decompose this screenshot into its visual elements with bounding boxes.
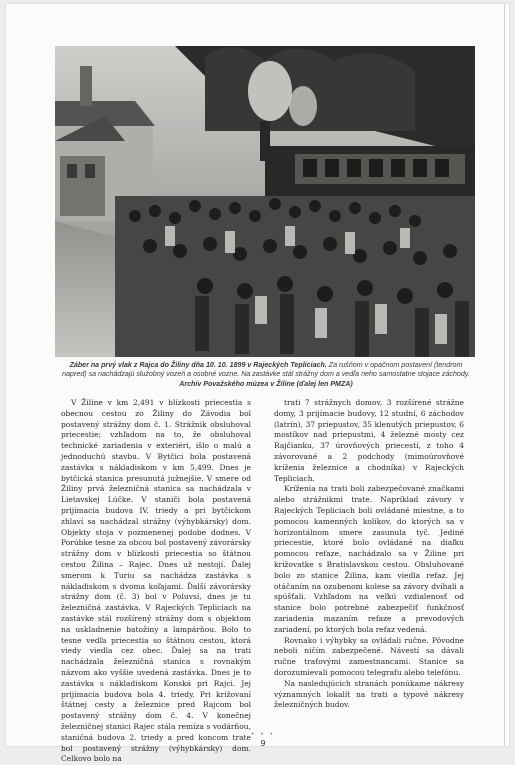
- paragraph: V Žiline v km 2,491 v blízkosti priecestia s obecnou cestou zo Žiliny do Závodia bol postavený strážny dom č. 1. Strážnik obsluhoval priecestie; vzhľadom na to, že obsluhoval technické zariadenia v exteriéri, išlo o malú a jednoduchú stavbu. V Bytčici bola postavená zastávka s nákladiskom v km 5,499. Dnes je bytčická stanica presunutá južnejšie. V smere od Žiliny prvá železničná stanica sa nachádzala v Lietavskej Lúčke. V staniči bola postavená prijímacia budova IV. triedy a pri bytčickom zhlaví sa nachádzal strážny (výhybkársky) dom. Objekty stoja v pozmenenej podobe dodnes. V Porúbke tesne za obcou bol postavený závorársky strážny dom v blízkosti priecestia so štátnou cestou Žilina – Rajec. Dnes už nestojí. Ďalej smerom k Turiu sa nachádza zastávka s nákladiskom s dvoma koľajami. Ďalší závorársky strážny dom (č. 3) bol v Poluvsí, dnes je tu železničná zastávka. V Rajeckých Tepliciach na zastávke stál rozšírený strážny dom s objektom na uskladnenie batožiny a lampárňou. Bolo to tesne vedľa priecestia so štátnou cestou, ktorá viedy viedla cez obec. Ďalej sa na trati nachádzala železničná stanica s rovnakým názvom ako vyššie uvedená zastávka. Dnes je to zastávka s nákladiskom Konská pri Rajci. Jej prijímacia budova bola 4. triedy. Pri križovaní štátnej cesty a železnice pred Rajcom bol postavený strážny dom č. 4. V konečnej železničnej stanici Rajec stála remíza s vodárňou, staničná budova 2. triedy a pred koncom trate bol postavený strážny (výhybkársky) dom. Celkovo bolo na: [61, 398, 251, 764]
- caption-lead: Záber na prvý vlak z Rajca do Žiliny dňa 10. 10. 1899 v Rajeckých Tepliciach.: [69, 361, 327, 369]
- ornament-dots: • • •: [250, 731, 276, 738]
- paragraph: Kríženia na trati boli zabezpečované značkami alebo strážnikmi trate. Napríklad závory v Rajeckých Tepliciach boli ovládané miestne, a to pomocou kamenných kolíkov, do ktorých sa v horizontálnom smere zasunula tyč. Jediné priecestie, ktoré bolo ovládané na diaľku pomocou refaze, nachádzalo sa v Žiline pri križovatke s Bratislavskou cestou. Obsluhované bolo zo stanice Žilina, kam viedla refaz. Jej otáčaním na ozubenom kolese sa závory dvíhali a spúšťali. Vzhľadom na veľkú vzdialenosť od stanice bolo potrebné zabezpečiť funkčnosť zariadenia mazaním refaze a prevodových zariadení, po ktorých bola refaz vedená.: [274, 484, 464, 634]
- caption-body: Za rušňom v opačnom postavení (tendrom napred) sa nachádzajú služobný vozeň a osobné vozne. Na zastávke stál strážny dom a vedľa neho samostatne stojace záchody.: [62, 361, 470, 379]
- caption-credit: Archív Považského múzea v Žiline (ďalej len PMZA): [179, 379, 353, 388]
- paragraph: trati 7 strážnych domov, 3 rozšírené strážne domy, 3 prijímacie budovy, 12 studní, 6 záchodov (latrín), 37 priepustov, 35 klenutých priepustov, 6 mostíkov nad priepustmi, 4 železné mosty cez Rajčianku, 37 úrovňových priecestí, z toho 4 závorované a 2 podchody (mimoúrovňové kríženia železnice a chodníka) v Rajeckých Tepliciach.: [274, 398, 464, 483]
- photo-caption: [58, 361, 474, 389]
- text-column-left: [61, 398, 251, 765]
- paragraph: Na nasledujúcich stranách ponúkame nákresy významných lokalít na trati a typové nákresy železničných budov.: [274, 678, 464, 710]
- page-edge: [504, 4, 505, 746]
- historic-train-photo: [55, 46, 475, 357]
- paragraph: Rovnako i výhybky sa ovládali ručne. Pôvodne neboli ničím zabezpečené. Návestí sa dávali ručne traťovými zamestnancami. Stanice sa dorozumievali pomocou telegrafu alebo telefónu.: [274, 635, 464, 677]
- text-column-right: [274, 398, 464, 711]
- book-page: [6, 4, 509, 764]
- page-number: 9: [260, 739, 266, 748]
